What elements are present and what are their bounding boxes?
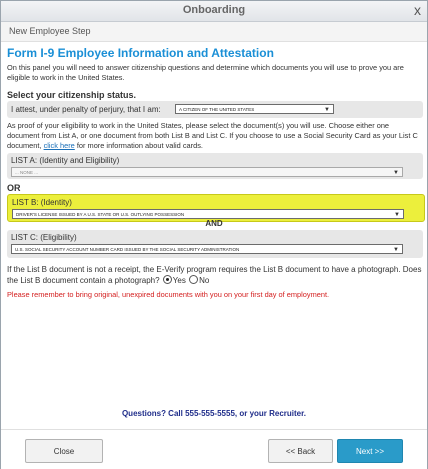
chevron-down-icon: ▼ [393, 247, 399, 253]
close-icon[interactable]: x [414, 2, 421, 18]
footer-bar [1, 429, 427, 469]
citizenship-select[interactable] [175, 104, 334, 114]
citizenship-select-value: A CITIZEN OF THE UNITED STATES [179, 107, 255, 112]
intro-text: On this panel you will need to answer citizenship questions and determine which documents you will use to prove you are eligible to work in the United States. [7, 63, 404, 82]
questions-callout: Questions? Call 555-555-5555, or your Recruiter. [121, 409, 307, 418]
proof-text-2: for more information about valid cards. [76, 141, 203, 150]
attest-row [7, 101, 423, 118]
step-title: New Employee Step [9, 26, 91, 36]
chevron-down-icon: ▼ [324, 107, 330, 113]
list-c-label: LIST C: (Eligibility) [11, 233, 77, 242]
proof-text-1: As proof of your eligibility to work in the United States, please select the document(s) you will use. Choose either one document from List A, or one document from both List B and List C. If you choose to use a Social Security Card as your List C document, [7, 121, 418, 150]
list-c-select[interactable] [11, 244, 403, 254]
photo-question [7, 264, 423, 286]
list-b-select-value: DRIVER'S LICENSE ISSUED BY A U.S. STATE OR U.S. OUTLYING POSSESSION [16, 212, 185, 217]
proof-instructions [7, 121, 419, 151]
list-a-label: LIST A: (Identity and Eligibility) [11, 156, 120, 165]
form-title: Form I-9 Employee Information and Attestation [7, 46, 274, 60]
click-here-link[interactable]: click here [43, 141, 75, 150]
close-button[interactable]: Close [25, 439, 103, 463]
list-c-section [7, 230, 423, 258]
warning-text: Please remember to bring original, unexpired documents with you on your first day of employment. [7, 290, 330, 299]
attest-label: I attest, under penalty of perjury, that I am: [11, 105, 161, 114]
and-label: AND [205, 219, 223, 228]
step-bar [1, 22, 427, 42]
list-b-select[interactable] [12, 209, 404, 219]
no-label: No [199, 276, 210, 285]
list-b-label: LIST B: (Identity) [12, 198, 72, 207]
next-button[interactable]: Next >> [337, 439, 403, 463]
or-label: OR [7, 183, 21, 193]
no-radio[interactable] [189, 275, 198, 284]
back-button[interactable]: << Back [268, 439, 333, 463]
citizenship-heading: Select your citizenship status. [7, 90, 137, 100]
yes-label: Yes [172, 276, 186, 285]
list-a-section [7, 153, 423, 179]
chevron-down-icon: ▼ [393, 170, 399, 176]
list-b-section [7, 194, 425, 222]
list-c-select-value: U.S. SOCIAL SECURITY ACCOUNT NUMBER CARD ISSUED BY THE SOCIAL SECURITY ADMINISTRATION [15, 247, 240, 252]
list-a-select[interactable] [11, 167, 403, 177]
window-title: Onboarding [182, 4, 246, 16]
yes-radio[interactable] [163, 275, 172, 284]
list-a-select-value: ... NONE ... [15, 170, 39, 175]
title-bar [1, 1, 427, 22]
chevron-down-icon: ▼ [394, 212, 400, 218]
photo-question-text: If the List B document is not a receipt, the E-Verify program requires the List B document to have a photograph. Does the List B document contain a photograph? [7, 265, 422, 285]
